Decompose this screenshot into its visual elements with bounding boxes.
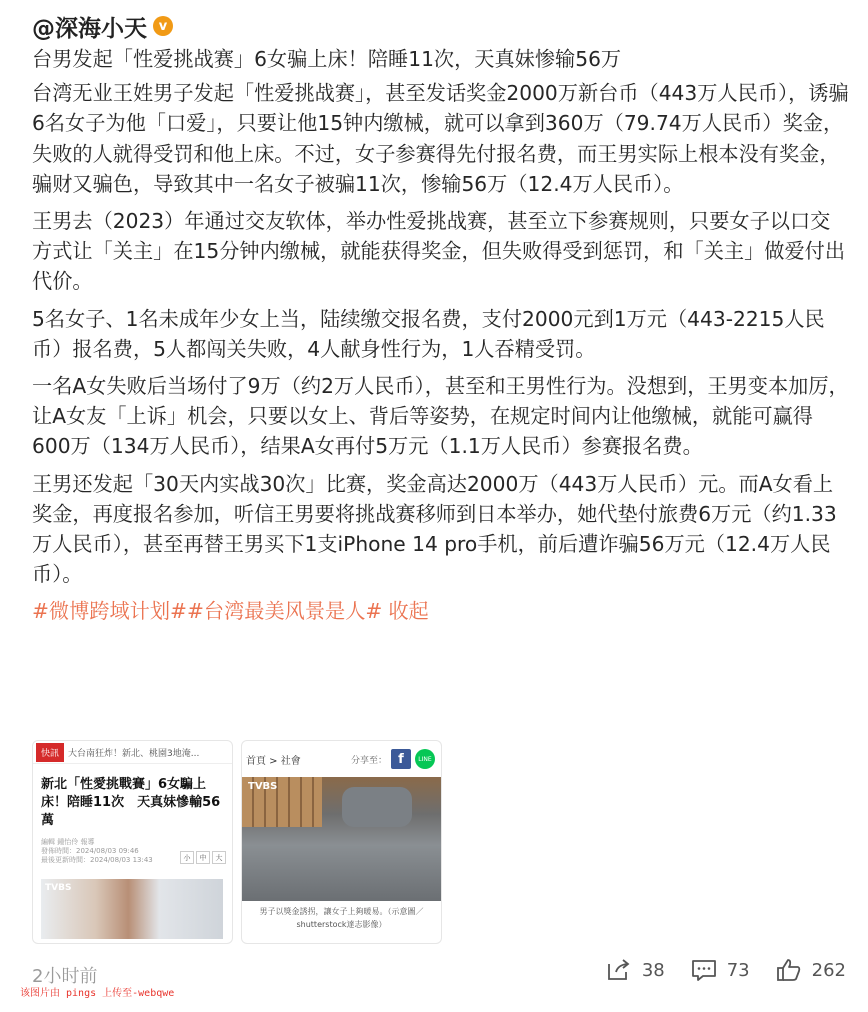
pillow-shape: [342, 787, 412, 827]
post-content: [32, 44, 850, 627]
font-size-large: 大: [212, 851, 226, 864]
image-gallery: [32, 740, 442, 944]
hashtag-link[interactable]: #微博跨域计划#: [32, 599, 187, 624]
news-ticker-bar: [33, 741, 232, 764]
upload-watermark: 该图片由 pings 上传至-webqwe: [20, 988, 175, 999]
like-count: 262: [811, 959, 846, 981]
comment-button[interactable]: [691, 958, 750, 982]
news-publish-time: 發佈時間：2024/08/03 09:46: [41, 847, 139, 855]
post-paragraph: 5名女子、1名未成年少女上当，陆续缴交报名费，支付2000元到1万元（443-2215人民币）报名费，5人都闯关失败，4人献身性行为，1人吞精受罚。: [32, 306, 825, 361]
news-update-time: 最後更新時間：2024/08/03 13:43: [41, 856, 153, 864]
news-ticker-text: 大台南狂炸！新北、桃園3地淹...: [68, 748, 200, 759]
image-thumbnail-bed-photo[interactable]: [241, 740, 442, 944]
collapse-link[interactable]: 收起: [388, 599, 429, 624]
font-size-selector: [180, 851, 226, 864]
post-headline: 台男发起「性爱挑战赛」6女骗上床！陪睡11次，天真妹惨输56万: [32, 47, 622, 71]
post-paragraph: 台湾无业王姓男子发起「性爱挑战赛」，甚至发话奖金2000万新台币（443万人民币），诱骗6名女子为他「口爱」，只要让他15钟内缴械，就可以拿到360万（79.74万人民币）奖金，失败的人就得受罚和他上床。不过，女子参赛得先付报名费，而王男实际上根本没有奖金，骗财又骗色，导致其中一名女子被骗11次，惨输56万（12.4万人民币）。: [32, 81, 849, 196]
image-thumbnail-news-article[interactable]: [32, 740, 233, 944]
font-size-medium: 中: [196, 851, 210, 864]
comment-count: 73: [726, 959, 750, 981]
hashtag-row: [32, 596, 850, 626]
font-size-small: 小: [180, 851, 194, 864]
news-editor: 編輯 鍾怡伶 報導: [41, 838, 95, 846]
tvbs-logo: TVBS: [45, 883, 72, 893]
action-bar: [580, 958, 846, 982]
line-icon: LINE: [415, 749, 435, 769]
post-header: [32, 8, 173, 44]
post-paragraph: 王男去（2023）年通过交友软体，举办性爱挑战赛，甚至立下参赛规则，只要女子以口交方式让「关主」在15分钟内缴械，就能获得奖金，但失败得受到惩罚，和「关主」做爱付出代价。: [32, 209, 846, 294]
facebook-icon: f: [391, 749, 411, 769]
news-headline: 新北「性愛挑戰賽」6女騙上床！陪睡11次 天真妹慘輸56萬: [41, 777, 221, 828]
post-paragraph: 王男还发起「30天内实战30次」比赛，奖金高达2000万（443万人民币）元。而A女看上奖金，再度报名参加，听信王男要将挑战赛移师到日本举办，她代垫付旅费6万元（约1.33万人民币），甚至再替王男买下1支iPhone 14 pro手机，前后遭诈骗56万元（12.4万人民币）。: [32, 471, 837, 587]
breaking-news-badge: 快訊: [36, 743, 64, 762]
photo-caption: 男子以獎金誘拐，讓女子上夠暖易。（示意圖／shutterstock達志影像）: [259, 907, 424, 929]
news-breadcrumb-bar: [242, 741, 441, 778]
comment-icon: [691, 958, 717, 982]
post-footer: [20, 958, 850, 999]
post-paragraph: 一名A女失败后当场付了9万（约2万人民币），甚至和王男性行为。没想到，王男变本加厉，让A女友「上诉」机会，只要以女上、背后等姿势，在规定时间内让他缴械，就能可赢得600万（134万人民币），结果A女再付5万元（1.1万人民币）参赛报名费。: [32, 374, 849, 459]
bed-photo: [242, 777, 441, 901]
tvbs-logo: TVBS: [248, 781, 278, 792]
verified-badge-icon: v: [153, 16, 173, 36]
share-label: 分享至：: [350, 755, 387, 766]
hashtag-link[interactable]: #台湾最美风景是人#: [186, 599, 383, 624]
like-button[interactable]: [776, 958, 846, 982]
repost-icon: [606, 958, 632, 982]
share-bar: [351, 749, 435, 769]
username[interactable]: @深海小天: [32, 15, 147, 42]
thumbs-up-icon: [776, 958, 802, 982]
breadcrumb: 首頁 > 社會: [246, 755, 301, 767]
repost-count: 38: [641, 959, 665, 981]
post-time[interactable]: 2小时前: [32, 966, 98, 987]
news-photo: [41, 879, 223, 939]
repost-button[interactable]: [606, 958, 665, 982]
